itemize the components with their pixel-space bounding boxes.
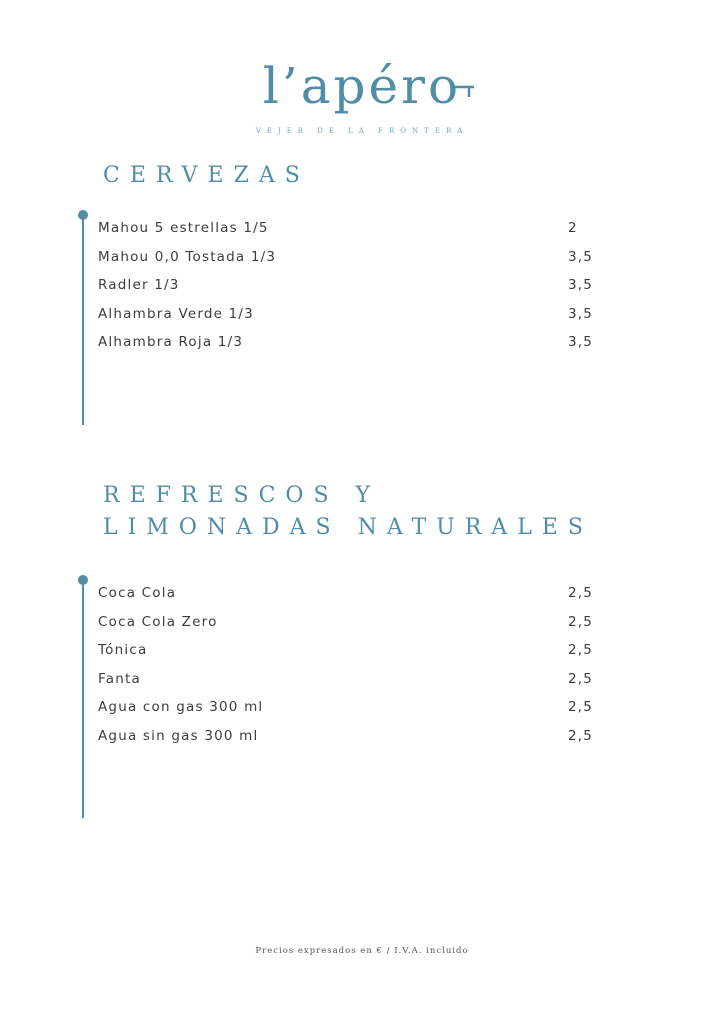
section-title-line: REFRESCOS Y [103,483,381,508]
menu-item [98,693,594,722]
item-price: 2,5 [568,727,594,744]
logo [0,56,724,116]
item-name: Coca Cola [98,585,177,601]
item-price: 2,5 [568,585,594,601]
section-bullet-dot [78,575,88,585]
section-bullet-dot [78,210,88,220]
item-name: Agua sin gas 300 ml [98,727,259,744]
item-name: Alhambra Verde 1/3 [98,305,254,322]
section-title-refrescos [103,480,593,544]
item-price: 2,5 [568,613,594,630]
section-title-line: LIMONADAS NATURALES [103,515,593,540]
item-price: 2,5 [568,670,594,687]
item-name: Radler 1/3 [98,277,180,294]
item-price: 3,5 [568,248,594,265]
menu-item [98,608,594,637]
item-name: Mahou 5 estrellas 1/5 [98,220,269,236]
item-name: Agua con gas 300 ml [98,699,264,716]
item-name: Mahou 0,0 Tostada 1/3 [98,248,277,265]
item-price: 3,5 [568,305,594,322]
section-title-line: CERVEZAS [103,163,310,188]
price-footnote: Precios expresados en € / I.V.A. incluido [255,946,469,956]
item-name: Tónica [98,642,148,659]
menu-item [98,300,594,329]
item-price: 2 [568,220,578,236]
item-name: Alhambra Roja 1/3 [98,334,244,351]
logo-text: l’apéro [262,57,462,115]
menu-item [98,214,590,243]
menu-list-refrescos [98,579,594,751]
menu-item [98,579,594,608]
section-divider-line [82,215,84,425]
menu-item [98,636,594,665]
menu-item [98,665,594,694]
section-divider-line [82,580,84,818]
logo-tail-icon [452,84,474,98]
item-price: 3,5 [568,277,594,294]
menu-item [98,271,594,300]
menu-list-cervezas [98,214,594,357]
item-price: 3,5 [568,334,594,351]
menu-item [98,722,594,751]
item-name: Coca Cola Zero [98,613,218,630]
item-price: 2,5 [568,699,594,716]
section-title-cervezas [103,160,310,192]
menu-item [98,328,594,357]
item-name: Fanta [98,670,141,687]
item-price: 2,5 [568,642,594,659]
menu-item [98,243,594,272]
location-subtitle: VEJER DE LA FRONTERA [255,127,469,135]
